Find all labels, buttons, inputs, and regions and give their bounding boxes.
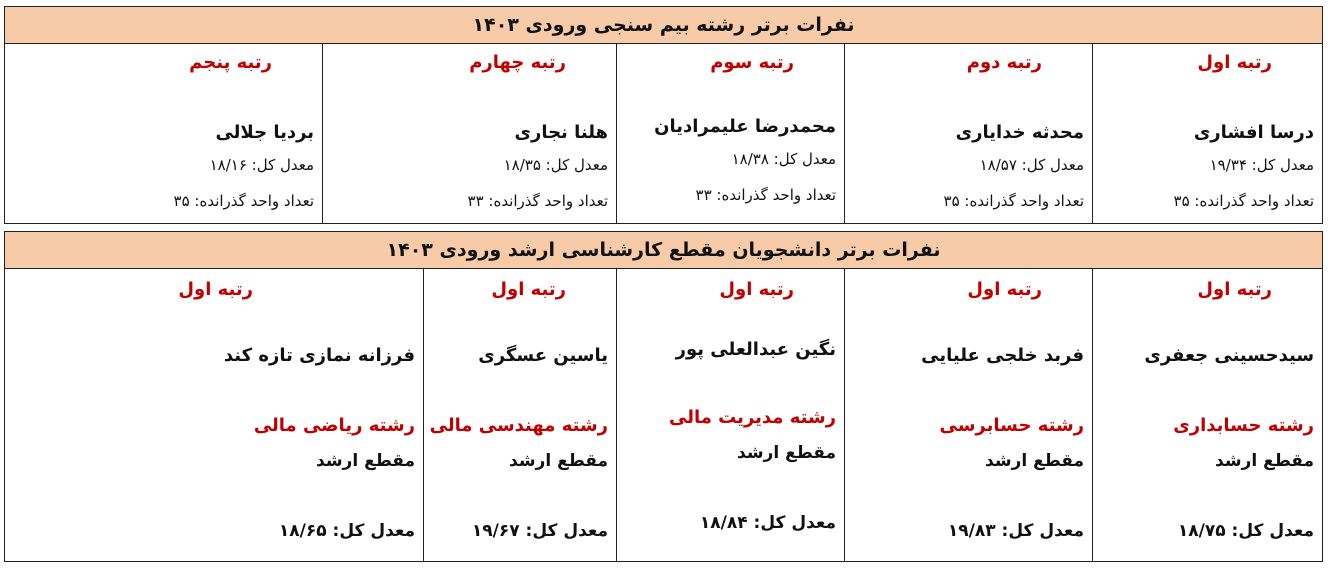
level-label: مقطع ارشد: [316, 451, 416, 471]
major-label: رشته حسابرسی: [939, 415, 1085, 436]
rank-label: رتبه سوم: [710, 52, 795, 73]
gpa-text: معدل کل: ۱۹/۳۴: [1209, 156, 1315, 174]
rank-label: رتبه اول: [967, 279, 1043, 300]
top-student-card: [617, 44, 845, 224]
units-text: تعداد واحد گذرانده: ۳۳: [695, 186, 837, 204]
major-label: رشته مدیریت مالی: [668, 407, 837, 428]
rank-label: رتبه اول: [1197, 279, 1273, 300]
gpa-text: معدل کل: ۱۹/۶۷: [471, 521, 609, 541]
student-name: بردیا جلالی: [215, 122, 315, 143]
top-student-card: [323, 44, 617, 224]
level-label: مقطع ارشد: [737, 443, 837, 463]
masters-students-table: [4, 231, 1323, 562]
gpa-text: معدل کل: ۱۸/۵۷: [979, 156, 1085, 174]
student-name: یاسین عسگری: [478, 345, 609, 366]
level-label: مقطع ارشد: [985, 451, 1085, 471]
gpa-text: معدل کل: ۱۸/۷۵: [1177, 521, 1315, 541]
student-name: فرزانه نمازی تازه کند: [223, 345, 416, 366]
rank-label: رتبه اول: [491, 279, 567, 300]
major-label: رشته ریاضی مالی: [253, 415, 416, 436]
student-name: نگین عبدالعلی پور: [675, 339, 837, 360]
gpa-text: معدل کل: ۱۸/۶۵: [278, 521, 416, 541]
level-label: مقطع ارشد: [1215, 451, 1315, 471]
masters-student-card: [424, 269, 617, 562]
masters-student-card: [617, 269, 845, 562]
top-student-card: [1093, 44, 1323, 224]
top-student-card: [845, 44, 1093, 224]
gpa-text: معدل کل: ۱۸/۸۴: [699, 513, 837, 533]
rank-label: رتبه پنجم: [189, 52, 273, 73]
major-label: رشته حسابداری: [1173, 415, 1315, 436]
top-student-card: [5, 44, 323, 224]
gpa-text: معدل کل: ۱۹/۸۳: [947, 521, 1085, 541]
units-text: تعداد واحد گذرانده: ۳۵: [943, 192, 1085, 210]
units-text: تعداد واحد گذرانده: ۳۵: [1173, 192, 1315, 210]
units-text: تعداد واحد گذرانده: ۳۵: [173, 192, 315, 210]
masters-student-card: [1093, 269, 1323, 562]
rank-label: رتبه اول: [719, 279, 795, 300]
rank-label: رتبه چهارم: [469, 52, 567, 73]
student-name: فربد خلجی علیایی: [921, 345, 1085, 366]
rank-label: رتبه اول: [1197, 52, 1273, 73]
student-name: محمدرضا علیمرادیان: [654, 116, 837, 137]
gpa-text: معدل کل: ۱۸/۳۸: [731, 150, 837, 168]
masters-student-card: [5, 269, 424, 562]
rank-label: رتبه اول: [178, 279, 254, 300]
rank-label: رتبه دوم: [966, 52, 1043, 73]
student-name: محدثه خدایاری: [955, 122, 1085, 143]
masters-table-title: نفرات برتر دانشجویان مقطع کارشناسی ارشد ورودی ۱۴۰۳: [5, 232, 1323, 269]
level-label: مقطع ارشد: [509, 451, 609, 471]
major-label: رشته مهندسی مالی: [429, 415, 609, 436]
units-text: تعداد واحد گذرانده: ۳۳: [467, 192, 609, 210]
top-students-table: [4, 6, 1323, 224]
student-name: درسا افشاری: [1193, 122, 1315, 143]
masters-student-card: [845, 269, 1093, 562]
student-name: سیدحسینی جعفری: [1144, 345, 1315, 366]
top-table-title: نفرات برتر رشته بیم سنجی ورودی ۱۴۰۳: [5, 7, 1323, 44]
student-name: هلنا نجاری: [514, 122, 609, 143]
gpa-text: معدل کل: ۱۸/۱۶: [209, 156, 315, 174]
gpa-text: معدل کل: ۱۸/۳۵: [503, 156, 609, 174]
